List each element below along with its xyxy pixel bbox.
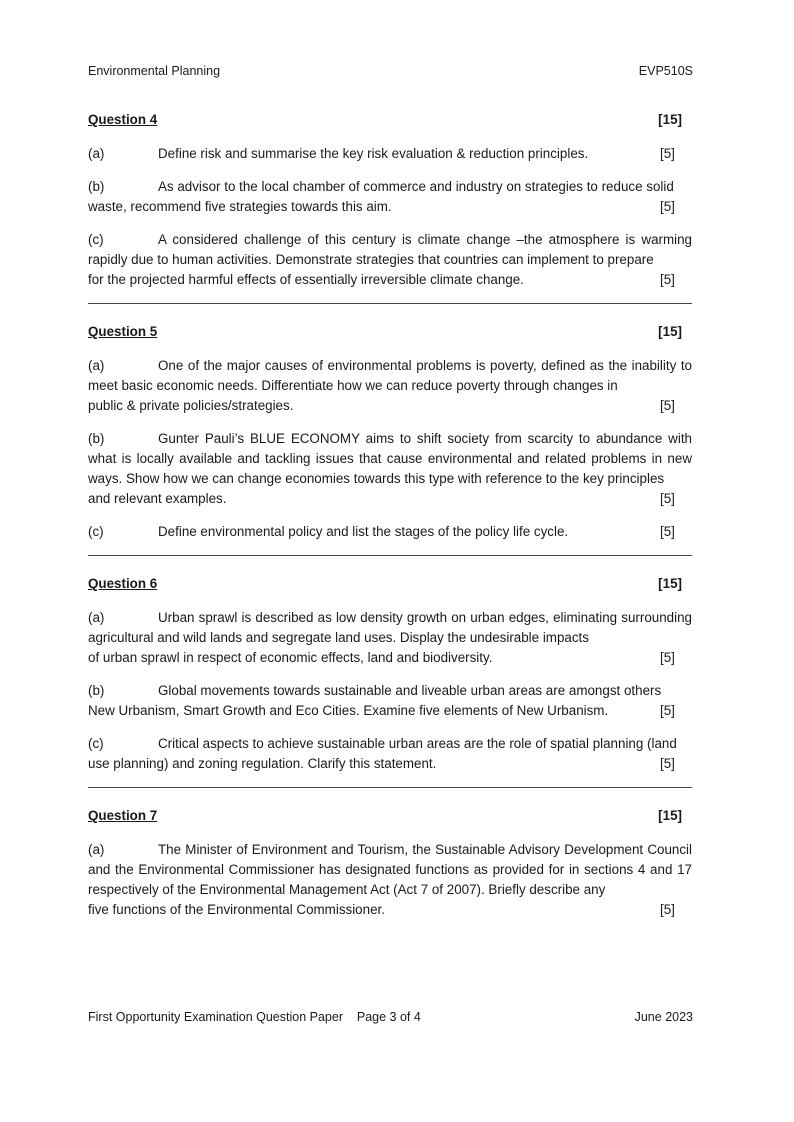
part-text: Critical aspects to achieve sustainable urban areas are the role of spatial planning (land (158, 736, 677, 751)
part-mark: [5] (660, 398, 675, 413)
part-text: and relevant examples. (88, 491, 227, 506)
part-text: of urban sprawl in respect of economic effects, land and biodiversity. (88, 650, 493, 665)
question-5 (88, 322, 692, 542)
part-text: use planning) and zoning regulation. Clarify this statement. (88, 756, 437, 771)
question-part (88, 840, 692, 920)
question-part (88, 522, 692, 542)
question-title: Question 4 (88, 112, 158, 127)
header-course: Environmental Planning (88, 64, 221, 78)
question-part (88, 230, 692, 290)
part-mark: [5] (660, 272, 675, 287)
divider (88, 787, 692, 788)
question-6 (88, 574, 692, 774)
footer-paper-info: First Opportunity Examination Question Paper Page 3 of 4 (88, 1010, 421, 1024)
question-part (88, 608, 692, 668)
question-part (88, 429, 692, 509)
part-text: As advisor to the local chamber of commerce and industry on strategies to reduce solid (158, 179, 674, 194)
question-part (88, 681, 692, 721)
part-letter: (a) (88, 358, 105, 373)
question-part (88, 734, 692, 774)
part-letter: (b) (88, 179, 105, 194)
part-letter: (b) (88, 431, 105, 446)
question-4 (88, 110, 692, 290)
exam-content (88, 110, 692, 933)
question-total: [15] (658, 576, 682, 591)
part-text: A considered challenge of this century is climate change –the atmosphere is warming rapidly due to human activities. Demonstrate strategies that countries can implement to prepare (88, 232, 692, 267)
question-7 (88, 806, 692, 920)
question-part (88, 144, 692, 164)
part-letter: (c) (88, 232, 104, 247)
header-code: EVP510S (638, 64, 693, 78)
question-title: Question 7 (88, 808, 158, 823)
part-mark: [5] (660, 491, 675, 506)
part-text: One of the major causes of environmental problems is poverty, defined as the inability to meet basic economic needs. Differentiate how we can reduce poverty through changes in (88, 358, 692, 393)
part-letter: (c) (88, 524, 104, 539)
part-mark: [5] (660, 199, 675, 214)
part-text: The Minister of Environment and Tourism, the Sustainable Advisory Development Council and the Environmental Commissioner has designated functions as provided for in sections 4 and 17 respectively of the Environmental Management Act (Act 7 of 2007). Briefly describe any (88, 842, 692, 897)
part-mark: [5] (660, 902, 675, 917)
part-letter: (b) (88, 683, 105, 698)
part-mark: [5] (660, 524, 675, 539)
part-mark: [5] (660, 146, 675, 161)
part-letter: (a) (88, 146, 105, 161)
part-mark: [5] (660, 756, 675, 771)
part-text: five functions of the Environmental Commissioner. (88, 902, 385, 917)
part-text: Define risk and summarise the key risk evaluation & reduction principles. (158, 146, 589, 161)
question-part (88, 356, 692, 416)
question-total: [15] (658, 112, 682, 127)
divider (88, 555, 692, 556)
part-text: Global movements towards sustainable and liveable urban areas are amongst others (158, 683, 662, 698)
part-mark: [5] (660, 650, 675, 665)
question-total: [15] (658, 808, 682, 823)
part-text: waste, recommend five strategies towards this aim. (88, 199, 392, 214)
question-title: Question 5 (88, 324, 158, 339)
question-part (88, 177, 692, 217)
part-letter: (c) (88, 736, 104, 751)
part-text: New Urbanism, Smart Growth and Eco Cities. Examine five elements of New Urbanism. (88, 703, 609, 718)
part-letter: (a) (88, 842, 105, 857)
part-letter: (a) (88, 610, 105, 625)
part-text: Gunter Pauli’s BLUE ECONOMY aims to shift society from scarcity to abundance with what is locally available and tackling issues that cause environmental and related problems in new ways. Show how we can change economies towards this type with reference to the key principles (88, 431, 692, 486)
divider (88, 303, 692, 304)
part-mark: [5] (660, 703, 675, 718)
part-text: public & private policies/strategies. (88, 398, 294, 413)
question-total: [15] (658, 324, 682, 339)
part-text: for the projected harmful effects of essentially irreversible climate change. (88, 272, 524, 287)
part-text: Urban sprawl is described as low density growth on urban edges, eliminating surrounding agricultural and wild lands and segregate land uses. Display the undesirable impacts (88, 610, 692, 645)
part-text: Define environmental policy and list the stages of the policy life cycle. (158, 524, 569, 539)
question-title: Question 6 (88, 576, 158, 591)
footer-date: June 2023 (634, 1010, 693, 1024)
